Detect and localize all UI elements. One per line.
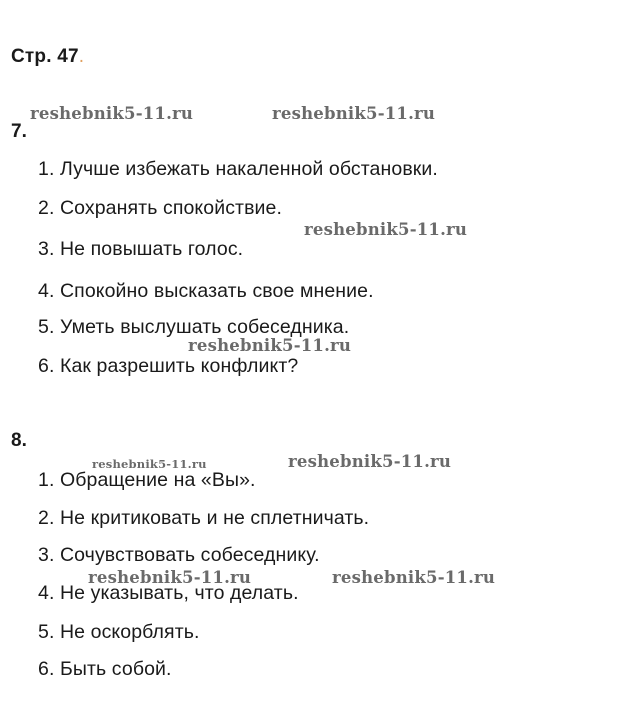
task-8-item-1: 1. Обращение на «Вы». [38, 469, 256, 491]
task-8-item-6: 6. Быть собой. [38, 658, 172, 680]
watermark: reshebnik5-11.ru [92, 457, 207, 471]
task-8-item-3: 3. Сочувствовать собеседнику. [38, 544, 320, 566]
watermark: reshebnik5-11.ru [30, 104, 194, 123]
task-7-item-4: 4. Спокойно высказать свое мнение. [38, 280, 374, 302]
task-7-item-6: 6. Как разрешить конфликт? [38, 355, 299, 377]
watermark: reshebnik5-11.ru [88, 568, 252, 587]
watermark: reshebnik5-11.ru [288, 452, 452, 471]
watermark: reshebnik5-11.ru [188, 336, 352, 355]
task-8-item-2: 2. Не критиковать и не сплетничать. [38, 507, 370, 529]
page-title [11, 46, 84, 68]
task-7-item-1: 1. Лучше избежать накаленной обстановки. [38, 158, 438, 180]
watermark: reshebnik5-11.ru [272, 104, 436, 123]
task-7-item-2: 2. Сохранять спокойствие. [38, 197, 283, 219]
task-7-item-5: 5. Уметь выслушать собеседника. [38, 316, 350, 338]
task-7-number: 7. [11, 121, 27, 142]
page-label: Стр. 47 [11, 46, 79, 67]
page-trailing-mark: . [78, 46, 85, 67]
task-7-item-3: 3. Не повышать голос. [38, 238, 244, 260]
task-8-item-5: 5. Не оскорблять. [38, 621, 200, 643]
task-8-item-4: 4. Не указывать, что делать. [38, 582, 299, 604]
watermark: reshebnik5-11.ru [332, 568, 496, 587]
task-8-number: 8. [11, 430, 27, 451]
watermark: reshebnik5-11.ru [304, 220, 468, 239]
